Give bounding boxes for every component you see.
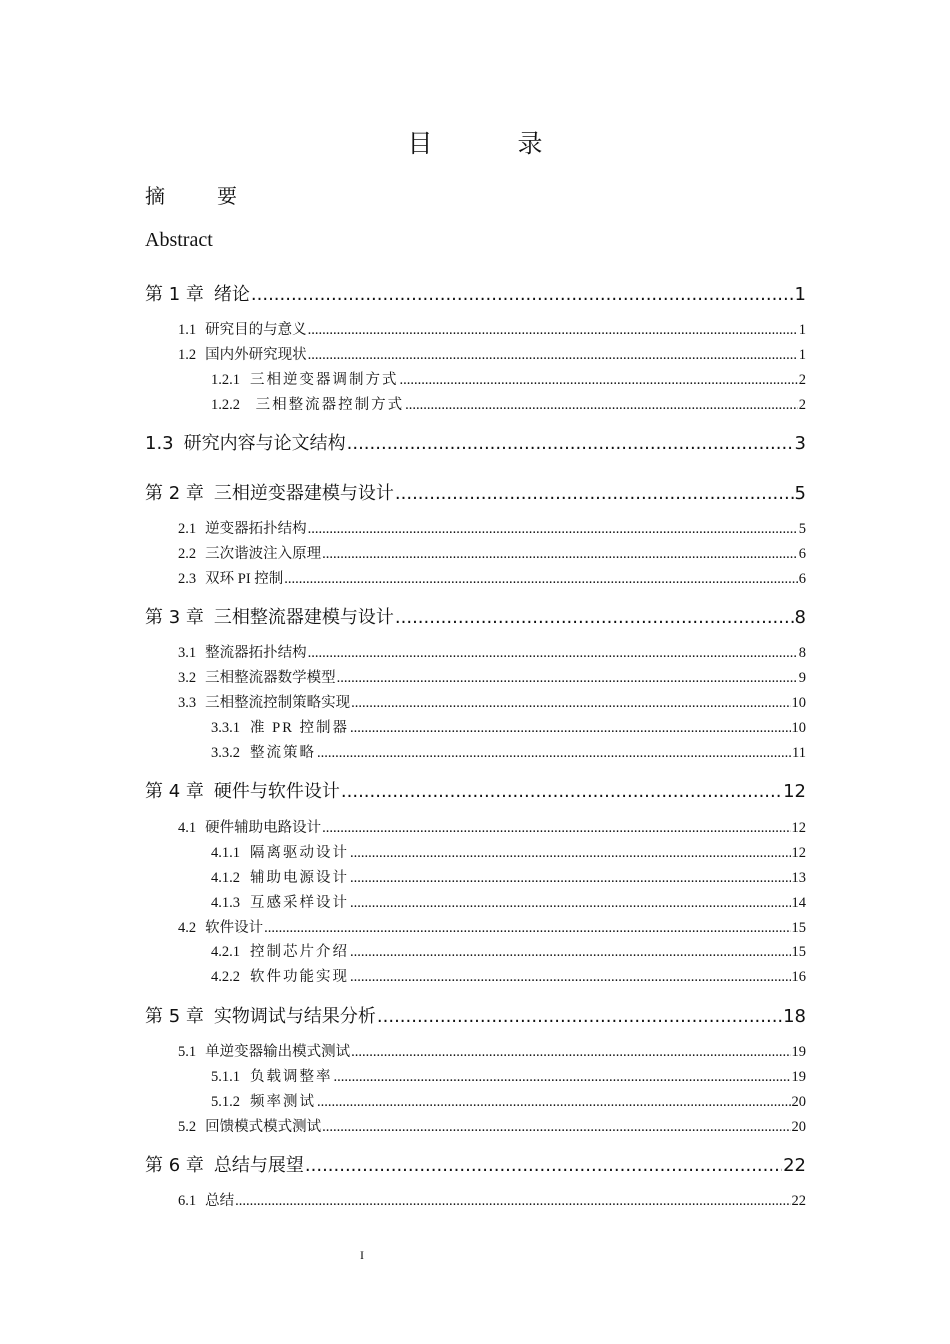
entry-number: 4.1.2 (211, 870, 240, 886)
toc-title: 目 录 (407, 129, 573, 158)
entry-title: 三相整流控制策略实现 (205, 695, 351, 711)
entry-page: 12 (791, 845, 806, 861)
entry-title: 软件功能实现 (250, 969, 349, 985)
entry-number: 5.1.1 (211, 1069, 240, 1085)
entry-page: 18 (783, 1006, 806, 1027)
toc-entry-4-2[interactable] (178, 916, 806, 937)
entry-title: 逆变器拓扑结构 (205, 521, 307, 537)
toc-entry-4-1-1[interactable] (211, 841, 806, 862)
entry-title: 三相逆变器建模与设计 (213, 483, 394, 504)
leader-dots (395, 607, 794, 628)
entry-title: 双环 PI 控制 (205, 571, 284, 587)
toc-entry-5-1-1[interactable] (211, 1065, 806, 1086)
leader-dots (317, 745, 791, 762)
entry-title: 单逆变器输出模式测试 (205, 1044, 351, 1060)
leader-dots (308, 347, 798, 364)
entry-page: 20 (791, 1094, 806, 1110)
toc-entry-4-2-1[interactable] (211, 940, 806, 961)
entry-page: 2 (798, 372, 806, 388)
entry-number: 第 4 章 (145, 781, 204, 802)
toc-entry-4-1-3[interactable] (211, 891, 806, 912)
toc-entry-4-2-2[interactable] (211, 965, 806, 986)
leader-dots (350, 845, 791, 862)
entry-page: 3 (794, 433, 806, 454)
leader-dots (235, 1193, 790, 1210)
leader-dots (377, 1006, 782, 1027)
entry-title: 软件设计 (205, 920, 264, 936)
entry-page: 15 (791, 920, 806, 936)
entry-number: 3.2 (178, 670, 197, 686)
entry-page: 19 (791, 1044, 806, 1060)
toc-entry-3-1[interactable] (178, 641, 806, 662)
entry-number: 5.1.2 (211, 1094, 240, 1110)
entry-page: 6 (798, 546, 806, 562)
entry-page: 14 (791, 895, 806, 911)
toc-entry-chapter-4[interactable] (145, 777, 806, 803)
leader-dots (351, 695, 790, 712)
toc-entry-3-2[interactable] (178, 666, 806, 687)
leader-dots (308, 645, 798, 662)
entry-number: 3.3.1 (211, 720, 240, 736)
leader-dots (405, 397, 798, 414)
entry-number: 4.2.2 (211, 969, 240, 985)
leader-dots (322, 1119, 790, 1136)
leader-dots (350, 870, 791, 887)
leader-dots (347, 433, 794, 454)
toc-entry-1-1[interactable] (178, 318, 806, 339)
leader-dots (400, 372, 798, 389)
entry-title: 绪论 (213, 284, 250, 305)
entry-number: 5.1 (178, 1044, 197, 1060)
leader-dots (334, 1069, 791, 1086)
entry-number: 4.2.1 (211, 944, 240, 960)
leader-dots (350, 944, 791, 961)
toc-entry-3-3-2[interactable] (211, 741, 806, 762)
leader-dots (284, 571, 797, 588)
entry-page: 19 (791, 1069, 806, 1085)
entry-page: 15 (791, 944, 806, 960)
entry-title: 国内外研究现状 (205, 347, 307, 363)
toc-entry-2-3[interactable] (178, 567, 806, 588)
leader-dots (350, 969, 791, 986)
entry-title: 三相逆变器调制方式 (250, 372, 399, 388)
toc-entry-1-3[interactable] (145, 429, 806, 455)
entry-page: 6 (798, 571, 806, 587)
entry-number: 1.2.1 (211, 372, 240, 388)
entry-number: 3.1 (178, 645, 197, 661)
entry-title: 硬件辅助电路设计 (205, 820, 322, 836)
entry-title: 负载调整率 (250, 1069, 333, 1085)
entry-title: 三相整流器数学模型 (205, 670, 336, 686)
entry-title: 互感采样设计 (250, 895, 349, 911)
entry-page: 16 (791, 969, 806, 985)
toc-entry-1-2-2[interactable] (211, 393, 806, 414)
leader-dots (322, 820, 790, 837)
entry-number: 6.1 (178, 1193, 197, 1209)
entry-page: 10 (791, 695, 806, 711)
entry-number: 4.1.1 (211, 845, 240, 861)
entry-page: 9 (798, 670, 806, 686)
toc-entry-6-1[interactable] (178, 1189, 806, 1210)
toc-entry-chapter-3[interactable] (145, 603, 806, 629)
entry-title: 三次谐波注入原理 (205, 546, 322, 562)
toc-entry-chapter-6[interactable] (145, 1151, 806, 1177)
entry-page: 1 (798, 347, 806, 363)
leader-dots (308, 322, 798, 339)
toc-entry-2-2[interactable] (178, 542, 806, 563)
entry-number: 2.3 (178, 571, 197, 587)
entry-title: 频率测试 (250, 1094, 316, 1110)
entry-number: 4.2 (178, 920, 197, 936)
toc-entry-4-1-2[interactable] (211, 866, 806, 887)
entry-page: 1 (794, 284, 806, 305)
entry-page: 12 (783, 781, 806, 802)
entry-title: 研究目的与意义 (205, 322, 307, 338)
abstract-cn-link[interactable]: 摘 要 (145, 184, 253, 208)
entry-title: 整流器拓扑结构 (205, 645, 307, 661)
toc-entry-3-3[interactable] (178, 691, 806, 712)
toc-entry-5-2[interactable] (178, 1115, 806, 1136)
entry-page: 10 (791, 720, 806, 736)
entry-number: 2.2 (178, 546, 197, 562)
entry-number: 第 1 章 (145, 284, 204, 305)
entry-number: 第 5 章 (145, 1006, 204, 1027)
entry-page: 20 (791, 1119, 806, 1135)
entry-number: 3.3.2 (211, 745, 240, 761)
leader-dots (350, 720, 791, 737)
entry-title: 三相整流器控制方式 (250, 397, 405, 413)
entry-number: 第 6 章 (145, 1155, 204, 1176)
toc-entry-3-3-1[interactable] (211, 716, 806, 737)
entry-title: 总结 (205, 1193, 235, 1209)
toc-entry-chapter-5[interactable] (145, 1002, 806, 1028)
toc-entry-2-1[interactable] (178, 517, 806, 538)
entry-title: 整流策略 (250, 745, 316, 761)
entry-number: 1.1 (178, 322, 197, 338)
entry-title: 总结与展望 (213, 1155, 304, 1176)
entry-title: 实物调试与结果分析 (213, 1006, 376, 1027)
entry-number: 3.3 (178, 695, 197, 711)
leader-dots (395, 483, 794, 504)
leader-dots (350, 895, 791, 912)
leader-dots (308, 521, 798, 538)
entry-page: 22 (783, 1155, 806, 1176)
entry-title: 辅助电源设计 (250, 870, 349, 886)
toc-entry-4-1[interactable] (178, 816, 806, 837)
abstract-en-link[interactable]: Abstract (145, 229, 213, 251)
leader-dots (337, 670, 798, 687)
entry-title: 研究内容与论文结构 (183, 433, 346, 454)
entry-number: 2.1 (178, 521, 197, 537)
entry-title: 准 PR 控制器 (250, 720, 349, 736)
leader-dots (341, 781, 782, 802)
entry-page: 2 (798, 397, 806, 413)
entry-title: 硬件与软件设计 (213, 781, 340, 802)
entry-number: 4.1 (178, 820, 197, 836)
page-number: I (360, 1248, 364, 1262)
entry-title: 控制芯片介绍 (250, 944, 349, 960)
entry-title: 回馈模式模式测试 (205, 1119, 322, 1135)
toc-entry-1-2-1[interactable] (211, 368, 806, 389)
leader-dots (322, 546, 798, 563)
entry-number: 1.2 (178, 347, 197, 363)
entry-number: 1.2.2 (211, 397, 240, 413)
entry-page: 11 (792, 745, 806, 761)
entry-page: 22 (791, 1193, 806, 1209)
entry-number: 5.2 (178, 1119, 197, 1135)
entry-page: 1 (798, 322, 806, 338)
toc-entry-5-1-2[interactable] (211, 1090, 806, 1111)
entry-number: 1.3 (145, 433, 174, 454)
entry-page: 5 (798, 521, 806, 537)
entry-title: 隔离驱动设计 (250, 845, 349, 861)
entry-number: 第 2 章 (145, 483, 204, 504)
toc-entry-chapter-1[interactable] (145, 280, 806, 306)
toc-entry-5-1[interactable] (178, 1040, 806, 1061)
entry-number: 4.1.3 (211, 895, 240, 911)
toc-entry-1-2[interactable] (178, 343, 806, 364)
leader-dots (264, 920, 790, 937)
entry-page: 13 (791, 870, 806, 886)
leader-dots (305, 1155, 782, 1176)
leader-dots (351, 1044, 790, 1061)
entry-title: 三相整流器建模与设计 (213, 607, 394, 628)
entry-page: 8 (794, 607, 806, 628)
leader-dots (317, 1094, 791, 1111)
entry-page: 5 (794, 483, 806, 504)
toc-entry-chapter-2[interactable] (145, 479, 806, 505)
entry-page: 12 (791, 820, 806, 836)
entry-page: 8 (798, 645, 806, 661)
entry-number: 第 3 章 (145, 607, 204, 628)
leader-dots (251, 284, 794, 305)
